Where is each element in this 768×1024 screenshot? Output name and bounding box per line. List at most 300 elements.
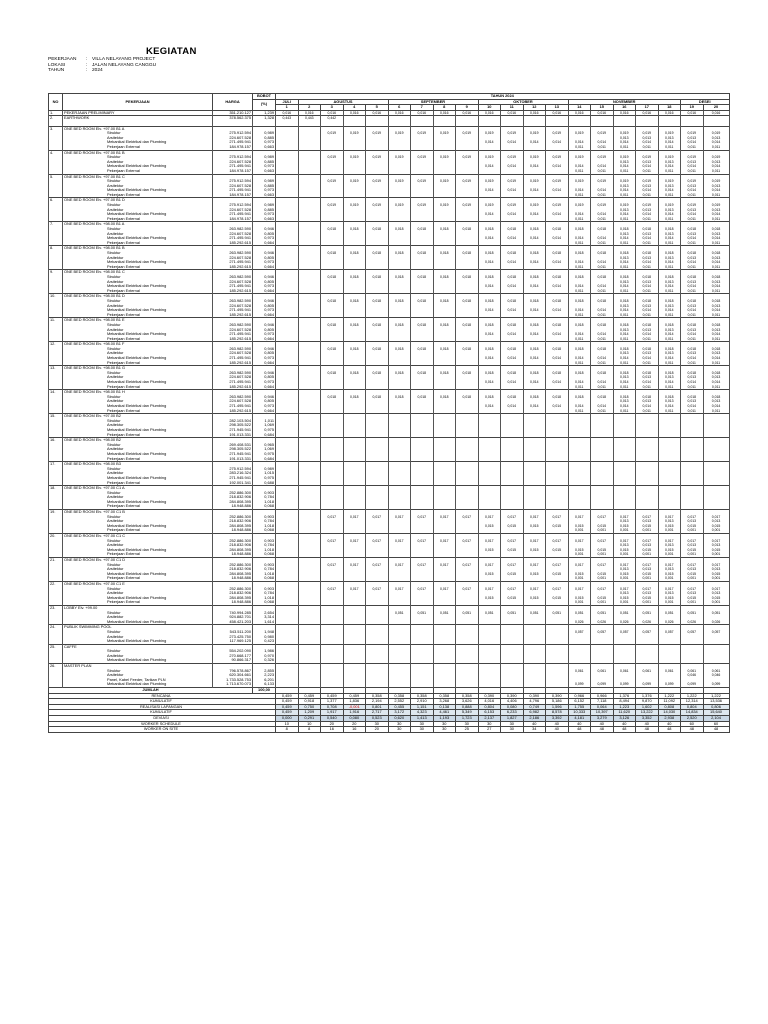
harga-cell: 270.668.177 xyxy=(213,654,253,659)
progress-cell: 0,011 xyxy=(613,217,636,222)
progress-cell: 0,011 xyxy=(636,169,659,174)
progress-cell: 0,057 xyxy=(681,630,704,635)
progress-cell: 0,018 xyxy=(613,227,636,232)
harga-cell: 284.808.395 xyxy=(213,596,253,601)
progress-cell: 0,019 xyxy=(658,203,681,208)
row-number: 12. xyxy=(49,342,63,347)
progress-cell: 0,011 xyxy=(703,289,729,294)
subitem-name: Pekerjaan External xyxy=(63,313,213,318)
progress-cell: 0,014 xyxy=(478,212,501,217)
jumlah-bobot: 100,00 xyxy=(253,688,276,694)
progress-cell: 0,018 xyxy=(658,275,681,280)
progress-cell: 0,013 xyxy=(636,136,659,141)
progress-cell: 0,014 xyxy=(613,188,636,193)
progress-cell: 0,011 xyxy=(703,169,729,174)
progress-cell: 0,018 xyxy=(343,275,366,280)
harga-cell: 18.948.886 xyxy=(213,576,253,581)
progress-cell: 0,011 xyxy=(636,313,659,318)
progress-cell: 0,014 xyxy=(568,404,591,409)
header-week: 13 xyxy=(546,105,569,111)
summary-value: 2,194 xyxy=(366,699,389,705)
summary-value: 30 xyxy=(456,721,479,727)
section-name: ONE BED ROOM Elv. +97.00 B1 B xyxy=(63,150,213,155)
progress-cell: 0,018 xyxy=(703,251,729,256)
bobot-cell: 1,018 xyxy=(253,524,276,529)
progress-cell: 0,001 xyxy=(591,528,614,533)
summary-value: 2,520 xyxy=(681,716,704,722)
progress-cell: 0,051 xyxy=(568,611,591,616)
progress-cell: 0,017 xyxy=(411,539,434,544)
progress-cell: 0,018 xyxy=(568,299,591,304)
progress-cell: 0,016 xyxy=(388,110,411,116)
progress-cell: 0,015 xyxy=(681,596,704,601)
harga-cell: 284.808.395 xyxy=(213,500,253,505)
harga-cell: 271.945.941 xyxy=(213,428,253,433)
summary-value: 1,917 xyxy=(321,710,344,716)
summary-value: 0,459 xyxy=(298,693,321,699)
bobot-cell: 0,805 xyxy=(253,328,276,333)
progress-cell: 0,013 xyxy=(658,328,681,333)
progress-cell: 0,014 xyxy=(568,332,591,337)
harga-cell: 18.948.886 xyxy=(213,600,253,605)
subitem-name: Arsitektur xyxy=(63,495,213,500)
progress-cell: 0,001 xyxy=(613,528,636,533)
header-week: 19 xyxy=(681,105,704,111)
progress-cell: 0,051 xyxy=(636,611,659,616)
summary-value: 16 xyxy=(321,727,344,733)
progress-cell: 0,017 xyxy=(388,515,411,520)
progress-cell: 0,013 xyxy=(658,208,681,213)
harga-cell: 275.912.594 xyxy=(213,203,253,208)
progress-cell: 0,011 xyxy=(591,145,614,150)
progress-cell: 0,014 xyxy=(613,236,636,241)
progress-cell: 0,019 xyxy=(613,131,636,136)
progress-cell: 0,016 xyxy=(703,110,729,116)
progress-cell: 0,001 xyxy=(636,552,659,557)
summary-value: 20 xyxy=(343,721,366,727)
progress-cell: 0,051 xyxy=(681,611,704,616)
progress-cell: 0,001 xyxy=(681,528,704,533)
progress-cell: 0,018 xyxy=(636,323,659,328)
progress-cell: 0,014 xyxy=(523,332,546,337)
progress-cell: 0,014 xyxy=(591,356,614,361)
row-number: 11. xyxy=(49,318,63,323)
progress-cell: 0,018 xyxy=(501,227,524,232)
summary-value: 13,536 xyxy=(703,699,729,705)
progress-cell: 0,019 xyxy=(681,131,704,136)
progress-cell: 0,051 xyxy=(591,611,614,616)
harga-cell: 271.945.941 xyxy=(213,476,253,481)
progress-cell: 0,019 xyxy=(388,179,411,184)
summary-value: 20 xyxy=(321,721,344,727)
progress-cell: 0,013 xyxy=(636,567,659,572)
subitem-name: Arsitektur xyxy=(63,160,213,165)
progress-cell: 0,014 xyxy=(501,212,524,217)
progress-cell: 0,014 xyxy=(658,284,681,289)
progress-cell: 0,018 xyxy=(456,371,479,376)
subitem-name: Struktur xyxy=(63,467,213,472)
subitem-name: Arsitektur xyxy=(63,543,213,548)
progress-cell: 0,051 xyxy=(411,611,434,616)
progress-cell: 0,019 xyxy=(478,131,501,136)
progress-cell: 0,019 xyxy=(456,155,479,160)
section-name: LOBBY Elv. +99.00 xyxy=(63,605,213,610)
progress-cell: 0,014 xyxy=(546,188,569,193)
header-month: OKTOBER xyxy=(478,99,568,105)
harga-cell: 263.982.590 xyxy=(213,347,253,352)
bobot-cell: 0,973 xyxy=(253,308,276,313)
harga-cell: 271.495.941 xyxy=(213,236,253,241)
bobot-cell: 0,068 xyxy=(253,576,276,581)
progress-cell: 0,018 xyxy=(321,227,344,232)
progress-cell: 0,014 xyxy=(636,284,659,289)
progress-cell: 0,019 xyxy=(658,179,681,184)
progress-cell: 0,018 xyxy=(321,395,344,400)
subitem-name: Pekerjaan External xyxy=(63,265,213,270)
progress-cell: 0,018 xyxy=(478,227,501,232)
progress-cell: 0,019 xyxy=(591,179,614,184)
progress-cell: 0,018 xyxy=(703,347,729,352)
progress-cell: 0,017 xyxy=(478,587,501,592)
progress-cell: 0,018 xyxy=(343,347,366,352)
progress-cell: 0,019 xyxy=(703,155,729,160)
bobot-cell: 2,855 xyxy=(253,669,276,674)
summary-value: 3,352 xyxy=(636,716,659,722)
bobot-cell: 0,973 xyxy=(253,260,276,265)
progress-cell: 0,013 xyxy=(658,519,681,524)
harga-cell: 283.216.324 xyxy=(213,471,253,476)
progress-cell: 0,014 xyxy=(501,164,524,169)
progress-cell: 0,057 xyxy=(568,630,591,635)
harga-cell: 284.808.395 xyxy=(213,524,253,529)
section-name: ONE BED ROOM Elv. +98.00 B1 B xyxy=(63,246,213,251)
summary-value: 40 xyxy=(568,721,591,727)
summary-value: 4,181 xyxy=(568,716,591,722)
row-number: 4. xyxy=(49,150,63,155)
progress-cell: 0,014 xyxy=(523,212,546,217)
harga-cell: 271.495.941 xyxy=(213,284,253,289)
progress-cell: 0,014 xyxy=(636,260,659,265)
progress-cell: 0,018 xyxy=(433,323,456,328)
bobot-cell: 0,980 xyxy=(253,635,276,640)
progress-cell: 0,014 xyxy=(681,140,704,145)
progress-cell: 0,018 xyxy=(591,371,614,376)
progress-cell: 0,001 xyxy=(591,552,614,557)
summary-value: 3,279 xyxy=(591,716,614,722)
progress-cell: 0,014 xyxy=(591,380,614,385)
summary-value: 48 xyxy=(703,727,729,733)
progress-cell: 0,011 xyxy=(613,241,636,246)
progress-cell: 0,014 xyxy=(523,236,546,241)
summary-value: 1,222 xyxy=(703,693,729,699)
bobot-cell: 1,614 xyxy=(253,620,276,625)
harga-cell: 263.982.590 xyxy=(213,323,253,328)
harga-cell: 1.733.528.753 xyxy=(213,678,253,683)
progress-cell: 0,017 xyxy=(321,539,344,544)
harga-cell: 252.886.300 xyxy=(213,515,253,520)
progress-cell: 0,018 xyxy=(366,227,389,232)
progress-cell: 0,019 xyxy=(501,179,524,184)
subitem-name: Arsitektur xyxy=(63,673,213,678)
bobot-cell: 0,885 xyxy=(253,184,276,189)
subitem-name: Struktur xyxy=(63,669,213,674)
progress-cell: 0,019 xyxy=(343,155,366,160)
progress-cell: 0,018 xyxy=(321,347,344,352)
subitem-name: Pekerjaan External xyxy=(63,169,213,174)
progress-cell: 0,014 xyxy=(591,260,614,265)
harga-cell: 271.495.941 xyxy=(213,332,253,337)
progress-cell: 0,013 xyxy=(613,567,636,572)
subitem-name: Mekanikal Elektrikal dan Plumbing xyxy=(63,639,213,644)
progress-cell: 0,057 xyxy=(591,630,614,635)
summary-value: 16 xyxy=(343,727,366,733)
progress-cell: 0,017 xyxy=(433,539,456,544)
progress-cell: 0,011 xyxy=(613,337,636,342)
subitem-name: Arsitektur xyxy=(63,256,213,261)
progress-cell: 0,013 xyxy=(613,304,636,309)
progress-cell: 0,011 xyxy=(681,313,704,318)
progress-cell: 0,018 xyxy=(546,227,569,232)
progress-cell: 0,051 xyxy=(501,611,524,616)
progress-cell: 0,018 xyxy=(478,299,501,304)
progress-cell: 0,015 xyxy=(613,524,636,529)
progress-cell: 0,017 xyxy=(478,563,501,568)
progress-cell: 0,016 xyxy=(568,110,591,116)
subitem-name: Mekanikal Elektrikal dan Plumbing xyxy=(63,524,213,529)
section-name: EARTHWORK xyxy=(63,116,213,121)
progress-cell: 0,013 xyxy=(703,136,729,141)
bobot-cell: 0,946 xyxy=(253,299,276,304)
subitem-name: Mekanikal Elektrikal dan Plumbing xyxy=(63,572,213,577)
progress-cell: 0,017 xyxy=(546,563,569,568)
harga-cell: 224.607.528 xyxy=(213,184,253,189)
section-name: ONE BED ROOM Elv. +98.00 B1 H xyxy=(63,390,213,395)
progress-cell: 0,011 xyxy=(591,337,614,342)
summary-label: KUMULATIF xyxy=(49,710,276,716)
progress-cell: 0,013 xyxy=(613,160,636,165)
progress-cell: 0,013 xyxy=(703,160,729,165)
progress-cell: 0,015 xyxy=(681,548,704,553)
harga-cell: 18.948.886 xyxy=(213,528,253,533)
progress-cell: 0,016 xyxy=(636,110,659,116)
subitem-name: Struktur xyxy=(63,155,213,160)
progress-cell: 0,061 xyxy=(703,669,729,674)
bobot-cell: 0,946 xyxy=(253,323,276,328)
progress-cell: 0,017 xyxy=(703,515,729,520)
subitem-name: Pekerjaan External xyxy=(63,552,213,557)
progress-cell: 0,015 xyxy=(523,548,546,553)
summary-value: 40 xyxy=(658,721,681,727)
progress-cell: 0,019 xyxy=(658,131,681,136)
section-name: CAFFE xyxy=(63,644,213,649)
progress-cell: 0,061 xyxy=(636,669,659,674)
progress-cell: 0,014 xyxy=(681,332,704,337)
subitem-name: Pekerjaan External xyxy=(63,385,213,390)
progress-cell: 0,011 xyxy=(591,385,614,390)
subitem-name: Mekanikal Elektrikal dan Plumbing xyxy=(63,164,213,169)
progress-cell: 0,018 xyxy=(613,371,636,376)
progress-cell: 0,018 xyxy=(613,395,636,400)
progress-cell: 0,017 xyxy=(343,539,366,544)
summary-value: 30 xyxy=(433,727,456,733)
subitem-name: Mekanikal Elektrikal dan Plumbing xyxy=(63,596,213,601)
summary-value: 1,209 xyxy=(298,710,321,716)
progress-cell: 0,015 xyxy=(523,524,546,529)
progress-cell: 0,011 xyxy=(636,337,659,342)
progress-cell: 0,014 xyxy=(591,332,614,337)
progress-cell: 0,017 xyxy=(613,515,636,520)
progress-cell: 0,016 xyxy=(658,110,681,116)
progress-cell: 0,018 xyxy=(321,323,344,328)
meta-colon: : xyxy=(86,68,88,74)
harga-cell: 224.607.528 xyxy=(213,328,253,333)
progress-cell: 0,017 xyxy=(568,515,591,520)
summary-value: 0,138 xyxy=(433,704,456,710)
progress-cell: 0,018 xyxy=(658,299,681,304)
progress-cell: 0,011 xyxy=(703,217,729,222)
bobot-cell: 0,965 xyxy=(253,443,276,448)
progress-cell: 0,014 xyxy=(681,212,704,217)
progress-cell: 0,016 xyxy=(343,110,366,116)
header-week: 9 xyxy=(456,105,479,111)
progress-cell: 0,001 xyxy=(703,600,729,605)
subitem-name: Arsitektur xyxy=(63,615,213,620)
progress-cell: 0,013 xyxy=(703,256,729,261)
bobot-cell: 0,684 xyxy=(253,457,276,462)
bobot-cell: 1,986 xyxy=(253,649,276,654)
harga-cell: 271.495.941 xyxy=(213,140,253,145)
bobot-cell: 1,328 xyxy=(253,116,276,121)
progress-cell: 0,013 xyxy=(703,304,729,309)
harga-cell: 263.982.590 xyxy=(213,251,253,256)
bobot-cell: 2,223 xyxy=(253,673,276,678)
summary-value: 0,358 xyxy=(411,693,434,699)
progress-cell: 0,018 xyxy=(591,347,614,352)
harga-cell: 185.292.615 xyxy=(213,241,253,246)
progress-cell: 0,018 xyxy=(501,323,524,328)
subitem-name: Pekerjaan External xyxy=(63,504,213,509)
summary-label: REALISASI LAPANGAN xyxy=(49,704,276,710)
progress-cell: 0,017 xyxy=(523,587,546,592)
harga-cell: 271.495.941 xyxy=(213,212,253,217)
progress-cell: 0,019 xyxy=(681,155,704,160)
progress-cell: 0,019 xyxy=(546,203,569,208)
progress-cell: 0,099 xyxy=(636,682,659,687)
progress-cell: 0,018 xyxy=(411,299,434,304)
progress-cell: 0,018 xyxy=(343,227,366,232)
progress-cell: 0,018 xyxy=(681,227,704,232)
row-number: 6. xyxy=(49,198,63,203)
progress-cell: 0,014 xyxy=(636,188,659,193)
row-number: 13. xyxy=(49,366,63,371)
bobot-cell: 0,784 xyxy=(253,567,276,572)
bobot-cell: 0,664 xyxy=(253,409,276,414)
progress-cell: 0,013 xyxy=(681,184,704,189)
subitem-name: Mekanikal Elektrikal dan Plumbing xyxy=(63,332,213,337)
progress-cell: 0,013 xyxy=(703,591,729,596)
harga-cell: 458.421.203 xyxy=(213,620,253,625)
harga-cell: 271.495.941 xyxy=(213,404,253,409)
bobot-cell: 0,903 xyxy=(253,539,276,544)
harga-cell: 252.886.300 xyxy=(213,563,253,568)
harga-cell: 185.292.615 xyxy=(213,409,253,414)
bobot-cell: 1,018 xyxy=(253,572,276,577)
summary-value: 1,376 xyxy=(636,693,659,699)
summary-value: 0,459 xyxy=(276,704,299,710)
progress-cell: 0,019 xyxy=(456,179,479,184)
progress-cell: 0,011 xyxy=(636,409,659,414)
progress-cell: 0,017 xyxy=(456,515,479,520)
progress-cell: 0,019 xyxy=(591,203,614,208)
progress-cell: 0,019 xyxy=(478,203,501,208)
summary-value: 10,397 xyxy=(591,710,614,716)
bobot-cell: 0,946 xyxy=(253,371,276,376)
progress-cell: 0,014 xyxy=(703,356,729,361)
progress-cell: 0,001 xyxy=(613,600,636,605)
progress-cell: 0,018 xyxy=(523,395,546,400)
progress-cell: 0,014 xyxy=(523,260,546,265)
progress-cell: 0,017 xyxy=(433,563,456,568)
bobot-cell: 0,805 xyxy=(253,232,276,237)
progress-cell: 0,015 xyxy=(613,596,636,601)
harga-cell: 185.292.615 xyxy=(213,265,253,270)
summary-label: WORKER SCHEDULE xyxy=(49,721,276,727)
progress-cell: 0,014 xyxy=(703,404,729,409)
progress-cell: 0,011 xyxy=(703,361,729,366)
progress-cell: 0,014 xyxy=(703,140,729,145)
bobot-cell: 1,018 xyxy=(253,500,276,505)
progress-cell: 0,011 xyxy=(636,361,659,366)
bobot-cell: 0,688 xyxy=(253,481,276,486)
progress-cell: 0,013 xyxy=(613,208,636,213)
progress-cell: 0,018 xyxy=(568,227,591,232)
progress-cell: 0,013 xyxy=(613,519,636,524)
progress-cell: 0,018 xyxy=(478,395,501,400)
progress-cell: 0,018 xyxy=(591,227,614,232)
progress-cell: 0,011 xyxy=(636,385,659,390)
progress-cell: 0,018 xyxy=(411,275,434,280)
harga-cell: 620.304.661 xyxy=(213,673,253,678)
harga-cell: 1.713.670.073 xyxy=(213,682,253,687)
subitem-name: Struktur xyxy=(63,649,213,654)
progress-cell: 0,099 xyxy=(703,682,729,687)
progress-cell: 0,018 xyxy=(546,275,569,280)
progress-cell: 0,014 xyxy=(478,404,501,409)
progress-cell: 0,014 xyxy=(703,212,729,217)
progress-cell: 0,011 xyxy=(681,385,704,390)
progress-cell: 0,014 xyxy=(636,140,659,145)
progress-cell: 0,014 xyxy=(501,380,524,385)
progress-cell: 0,018 xyxy=(433,371,456,376)
progress-cell: 0,013 xyxy=(703,543,729,548)
summary-value: 1,223 xyxy=(613,704,636,710)
progress-cell: 0,014 xyxy=(523,356,546,361)
row-number: 24. xyxy=(49,625,63,630)
progress-cell: 0,018 xyxy=(388,275,411,280)
progress-cell: 0,018 xyxy=(546,251,569,256)
progress-cell: 0,019 xyxy=(433,179,456,184)
summary-value: 8,578 xyxy=(546,710,569,716)
progress-cell: 0,018 xyxy=(501,347,524,352)
progress-cell: 0,013 xyxy=(636,519,659,524)
bobot-cell: 0,068 xyxy=(253,552,276,557)
subitem-name: Arsitektur xyxy=(63,654,213,659)
meta-key: LOKASI xyxy=(48,62,66,68)
progress-cell: 0,013 xyxy=(658,591,681,596)
progress-cell: 0,018 xyxy=(703,395,729,400)
progress-cell: 0,015 xyxy=(636,524,659,529)
progress-cell: 0,026 xyxy=(636,620,659,625)
